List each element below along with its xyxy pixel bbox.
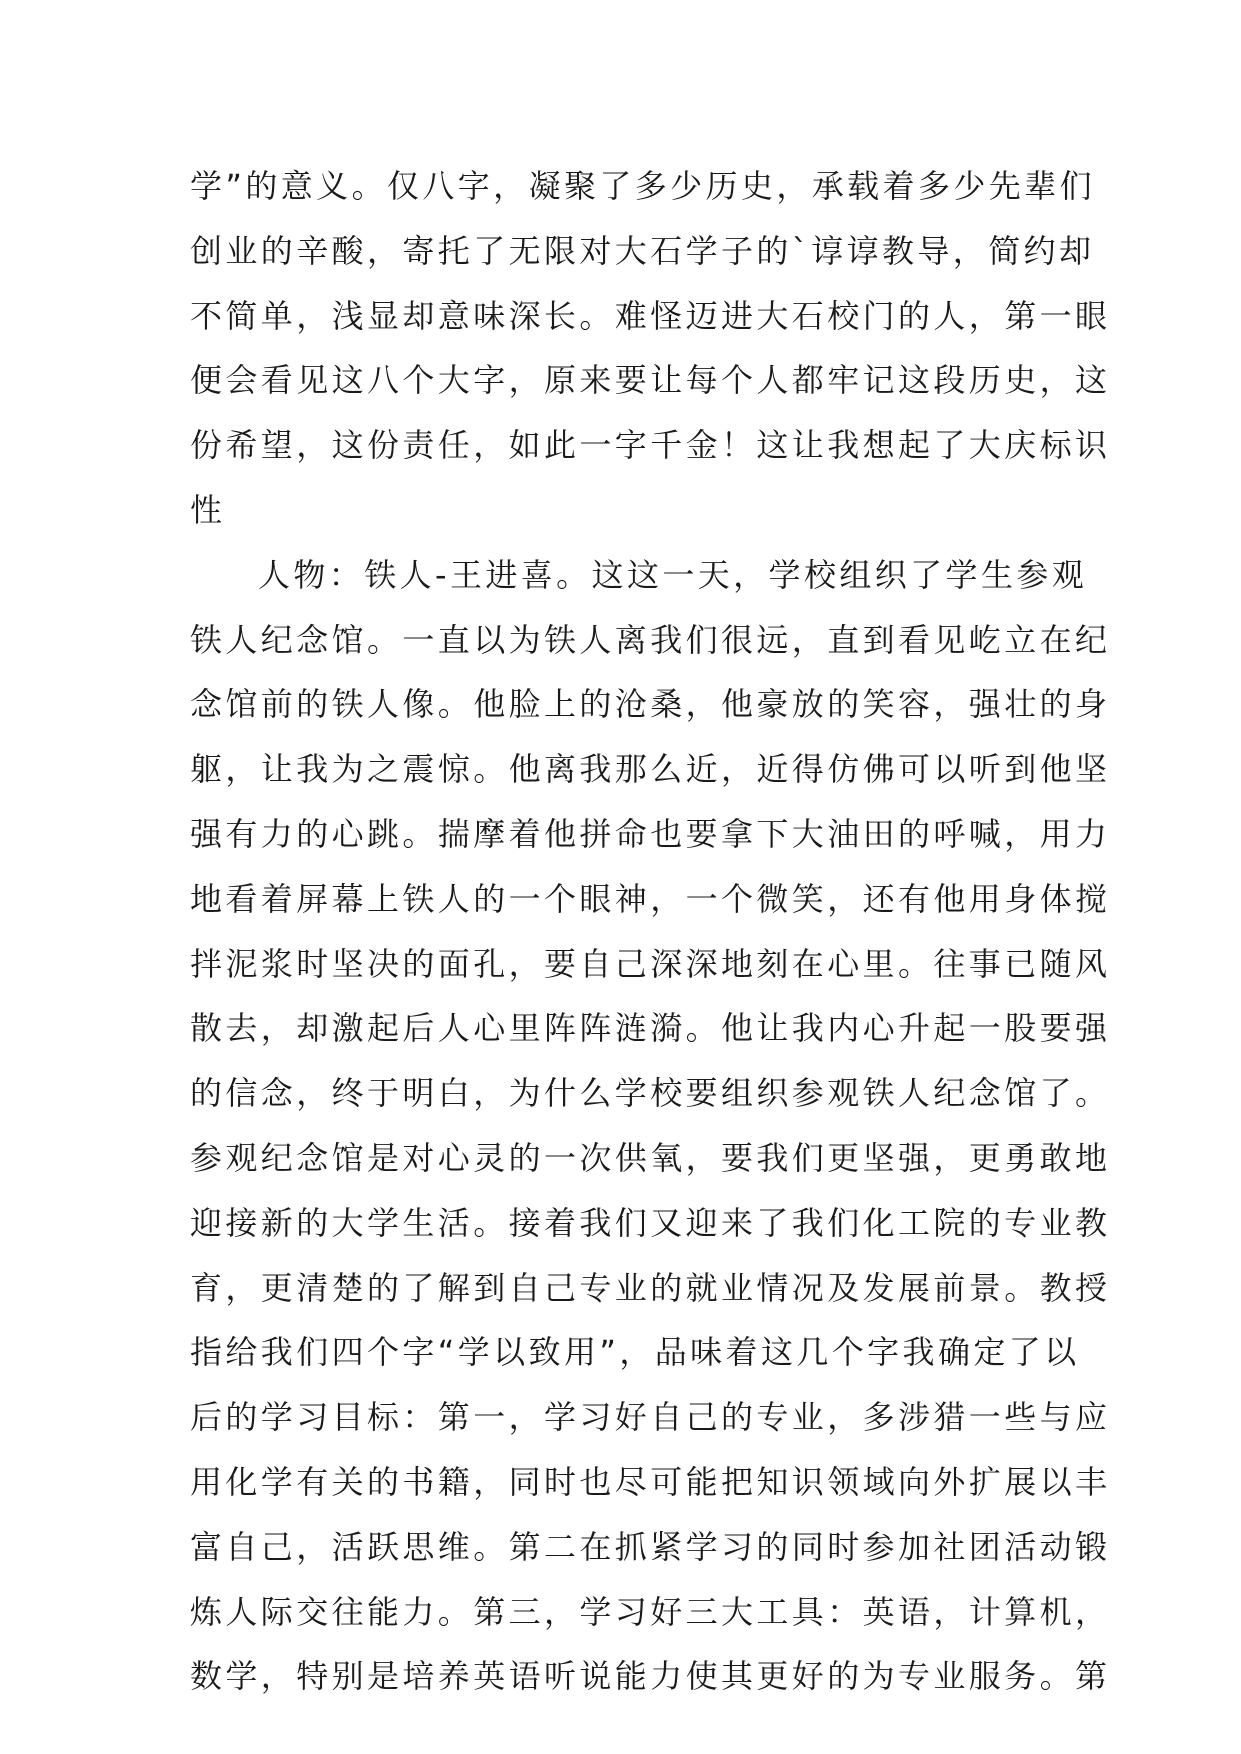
text-line: 后的学习目标：第一，学习好自己的专业，多涉猎一些与应: [190, 1398, 1111, 1437]
text-line: 拌泥浆时坚决的面孔，要自己深深地刻在心里。往事已随风: [190, 944, 1111, 983]
text-line: 炼人际交往能力。第三，学习好三大工具：英语，计算机，: [190, 1592, 1111, 1631]
paragraph-start-line: 人物：铁人-王进喜。这这一天，学校组织了学生参观: [258, 555, 1088, 594]
text-line: 躯，让我为之震惊。他离我那么近，近得仿佛可以听到他坚: [190, 750, 1111, 789]
text-line: 学”的意义。仅八字，凝聚了多少历史，承载着多少先辈们: [190, 167, 1095, 205]
text-line: 铁人纪念馆。一直以为铁人离我们很远，直到看见屹立在纪: [190, 620, 1111, 659]
text-line: 的信念，终于明白，为什么学校要组织参观铁人纪念馆了。: [190, 1074, 1111, 1113]
text-line: 迎接新的大学生活。接着我们又迎来了我们化工院的专业教: [190, 1203, 1111, 1242]
text-line: 份希望，这份责任，如此一字千金！这让我想起了大庆标识: [190, 426, 1111, 465]
text-line: 不简单，浅显却意味深长。难怪迈进大石校门的人，第一眼: [190, 296, 1111, 335]
text-line: 性: [190, 490, 226, 529]
text-line: 数学，特别是培养英语听说能力使其更好的为专业服务。第: [190, 1657, 1111, 1696]
text-line: 散去，却激起后人心里阵阵涟漪。他让我内心升起一股要强: [190, 1009, 1111, 1048]
text-line: 念馆前的铁人像。他脸上的沧桑，他豪放的笑容，强壮的身: [190, 685, 1111, 724]
text-line: 强有力的心跳。揣摩着他拼命也要拿下大油田的呼喊，用力: [190, 814, 1111, 853]
text-line: 便会看见这八个大字，原来要让每个人都牢记这段历史，这: [190, 361, 1111, 400]
text-line: 地看着屏幕上铁人的一个眼神，一个微笑，还有他用身体搅: [190, 879, 1111, 918]
text-line: 用化学有关的书籍，同时也尽可能把知识领域向外扩展以丰: [190, 1462, 1111, 1501]
text-line: 创业的辛酸，寄托了无限对大石学子的`谆谆教导，简约却: [190, 231, 1095, 270]
text-line: 育，更清楚的了解到自己专业的就业情况及发展前景。教授: [190, 1268, 1111, 1307]
text-line: 指给我们四个字“学以致用”，品味着这几个字我确定了以: [190, 1333, 1080, 1372]
text-line: 参观纪念馆是对心灵的一次供氧，要我们更坚强，更勇敢地: [190, 1138, 1111, 1177]
text-line: 富自己，活跃思维。第二在抓紧学习的同时参加社团活动锻: [190, 1527, 1111, 1566]
body-text: [190, 154, 1111, 1709]
